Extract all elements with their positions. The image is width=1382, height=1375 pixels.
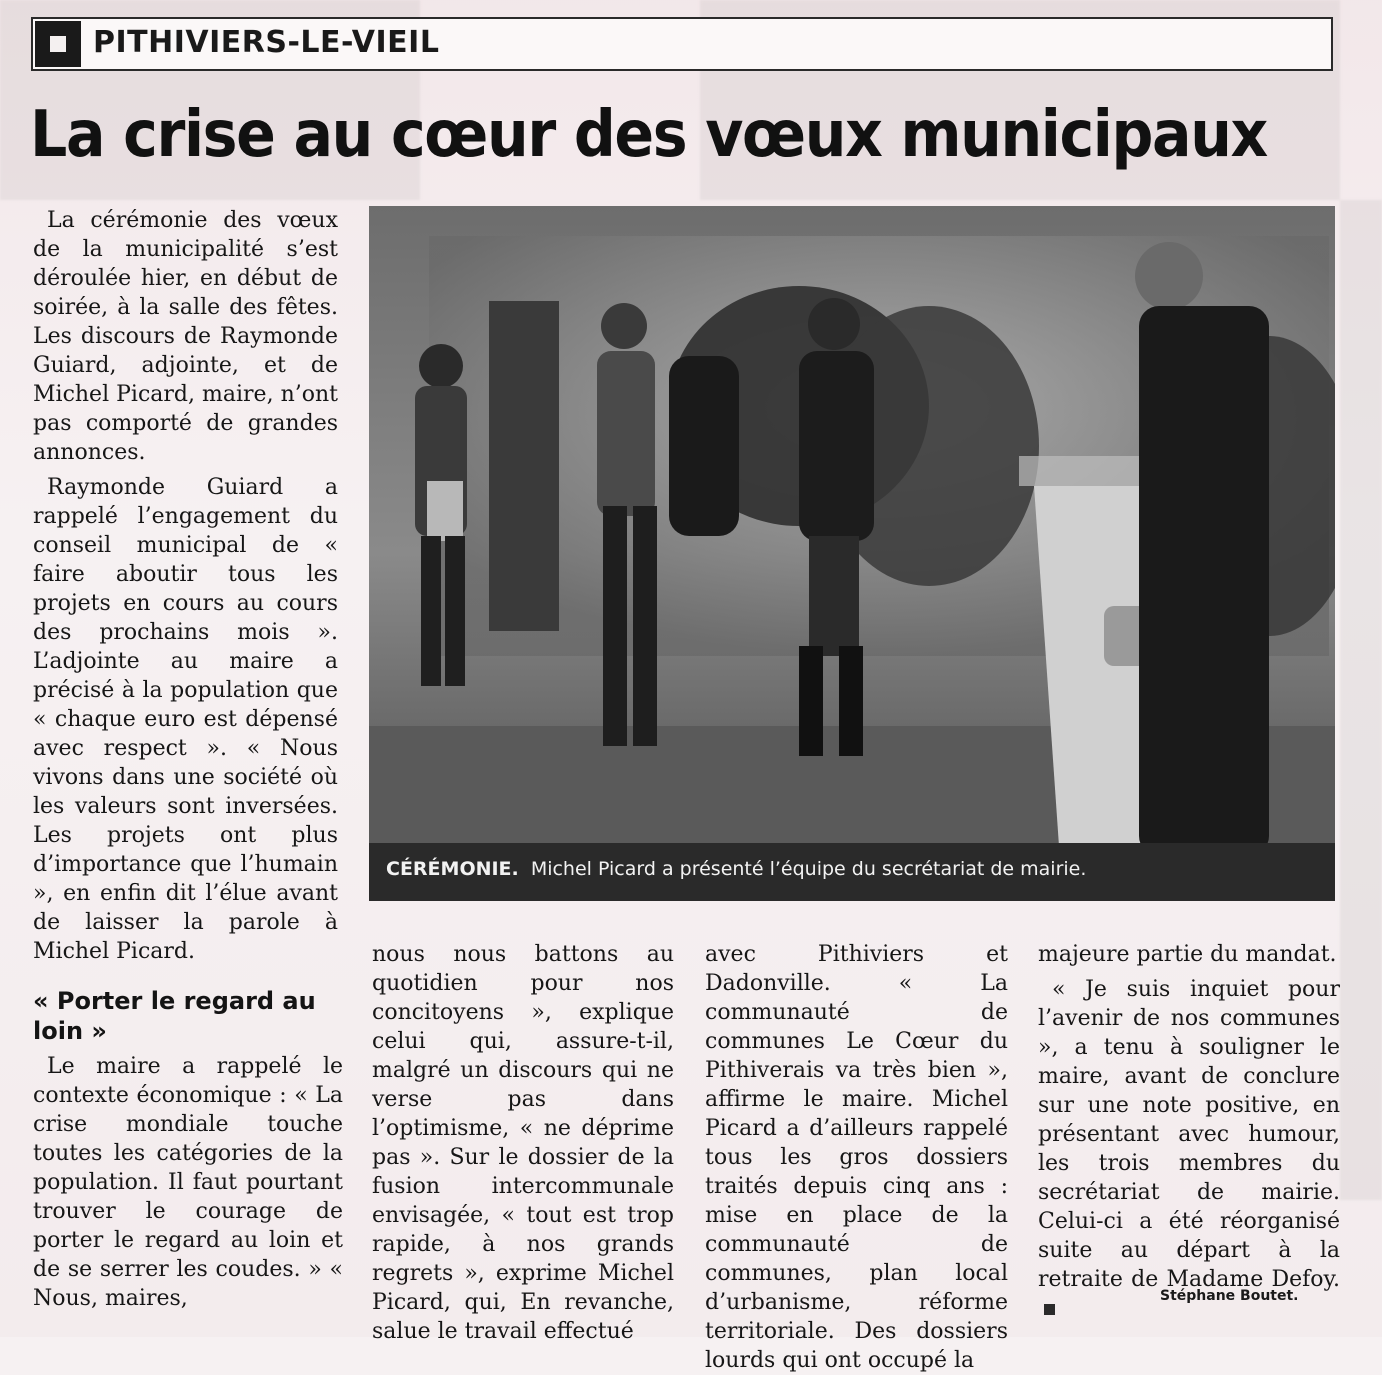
bleed-through-right <box>1340 200 1382 1200</box>
caption-text: Michel Picard a présenté l’équipe du secrétariat de mairie. <box>530 858 1087 880</box>
section-title: PITHIVIERS-LE-VIEIL <box>93 25 440 60</box>
headline: La crise au cœur des vœux municipaux <box>30 98 1267 172</box>
article-column-1-bottom <box>33 1052 343 1313</box>
article-subhead: « Porter le regard au loin » <box>33 987 316 1045</box>
article-paragraph-7 <box>1038 975 1340 1323</box>
section-header <box>31 17 1333 71</box>
article-photo <box>369 206 1335 901</box>
article-column-2 <box>372 940 674 1346</box>
article-paragraph-1: La cérémonie des vœux de la municipalité s’est déroulée hier, en début de soirée, à la salle des fêtes. Les discours de Raymonde Guiard, adjointe, et de Michel Picard, maire, n’ont pas comporté de grandes annonces. <box>33 208 338 465</box>
section-square-icon <box>35 21 81 67</box>
author-signature: Stéphane Boutet. <box>1160 1288 1299 1304</box>
article-paragraph-6: majeure partie du mandat. <box>1038 942 1337 967</box>
caption-label: CÉRÉMONIE. <box>386 858 519 880</box>
ceremony-photo-illustration <box>369 206 1335 901</box>
article-column-1 <box>33 206 338 966</box>
article-paragraph-5: avec Pithiviers et Dadonville. « La communauté de communes Le Cœur du Pithiverais va très bien », affirme le maire. Michel Picard a d’ailleurs rappelé tous les gros dossiers traités depuis cinq ans : mise en place de la communauté de communes, plan local d’urbanisme, réforme territoriale. Des dossiers lourds qui ont occupé la <box>705 942 1008 1373</box>
end-of-article-icon <box>1044 1304 1055 1315</box>
article-column-4 <box>1038 940 1340 1323</box>
article-paragraph-4: nous nous battons au quotidien pour nos concitoyens », explique celui qui, assure-t-il, malgré un discours qui ne verse pas dans l’optimisme, « ne déprime pas ». Sur le dossier de la fusion intercommunale envisagée, « tout est trop rapide, à nos grands regrets », exprime Michel Picard, qui, En revanche, salue le travail effectué <box>372 942 674 1344</box>
article-paragraph-2: Raymonde Guiard a rappelé l’engagement du conseil municipal de « faire aboutir tous les projets en cours au cours des prochains mois ». L’adjointe au maire a précisé à la population que « chaque euro est dépensé avec respect ». « Nous vivons dans une société où les valeurs sont inversées. Les projets ont plus d’importance que l’humain », en enfin dit l’élue avant de laisser la parole à Michel Picard. <box>33 475 338 964</box>
article-paragraph-7-text: « Je suis inquiet pour l’avenir de nos communes », a tenu à souligner le maire, avant de conclure sur une note positive, en présentant avec humour, les trois membres du secrétariat de mairie. Celui-ci a été réorganisé suite au départ à la retraite de Madame Defoy. <box>1038 977 1340 1292</box>
article-paragraph-3: Le maire a rappelé le contexte économique : « La crise mondiale touche toutes les catégories de la population. Il faut pourtant trouver le courage de porter le regard au loin et de se serrer les coudes. » « Nous, maires, <box>33 1054 343 1311</box>
photo-caption <box>386 858 1086 880</box>
article-column-3 <box>705 940 1008 1375</box>
